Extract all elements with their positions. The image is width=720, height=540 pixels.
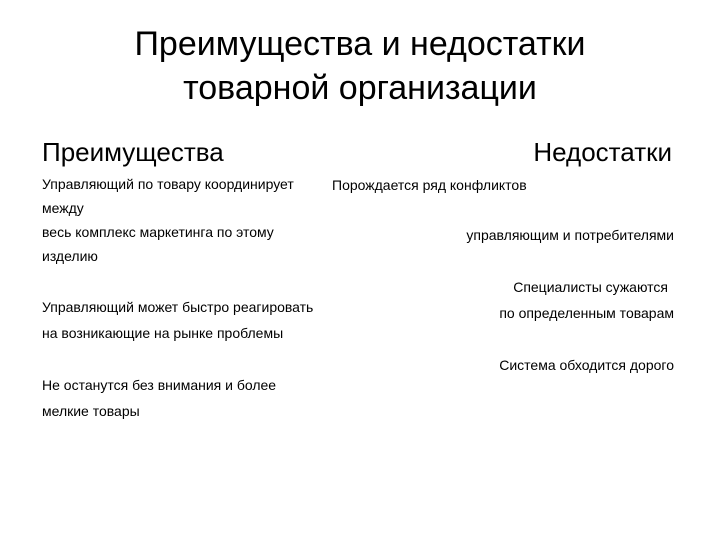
disadvantage-text-line: Порождается ряд конфликтов bbox=[332, 177, 527, 193]
advantage-text-line: весь комплекс маркетинга по этому bbox=[42, 224, 274, 240]
disadvantage-text-line: Система обходится дорого bbox=[499, 357, 674, 373]
slide-title-line-2: товарной организации bbox=[183, 69, 537, 107]
slide-title-line-1: Преимущества и недостатки bbox=[134, 25, 586, 63]
disadvantage-text-line: по определенным товарам bbox=[499, 305, 674, 321]
slide-title bbox=[60, 22, 660, 110]
advantage-item bbox=[42, 372, 382, 424]
advantage-text-line: между bbox=[42, 200, 84, 216]
advantage-text-line: Не останутся без внимания и более bbox=[42, 377, 277, 393]
disadvantage-item bbox=[354, 352, 674, 378]
disadvantage-text-line: Специалисты сужаются bbox=[513, 279, 668, 295]
advantages-list bbox=[42, 172, 382, 450]
advantage-text-line: Управляющий по товару координирует bbox=[42, 176, 294, 192]
disadvantages-list bbox=[332, 172, 674, 378]
disadvantage-item bbox=[332, 172, 674, 198]
advantage-text-line: изделию bbox=[42, 248, 98, 264]
advantage-item bbox=[42, 294, 382, 346]
advantages-heading: Преимущества bbox=[42, 137, 224, 167]
advantage-text-line: мелкие товары bbox=[42, 403, 140, 419]
disadvantage-item bbox=[354, 222, 674, 248]
disadvantage-item bbox=[354, 274, 674, 326]
advantage-text-line: на возникающие на рынке проблемы bbox=[42, 325, 284, 341]
advantage-text-line: Управляющий может быстро реагировать bbox=[42, 299, 314, 315]
disadvantage-text-line: управляющим и потребителями bbox=[466, 227, 674, 243]
disadvantages-heading: Недостатки bbox=[533, 137, 672, 167]
advantage-item bbox=[42, 172, 382, 268]
